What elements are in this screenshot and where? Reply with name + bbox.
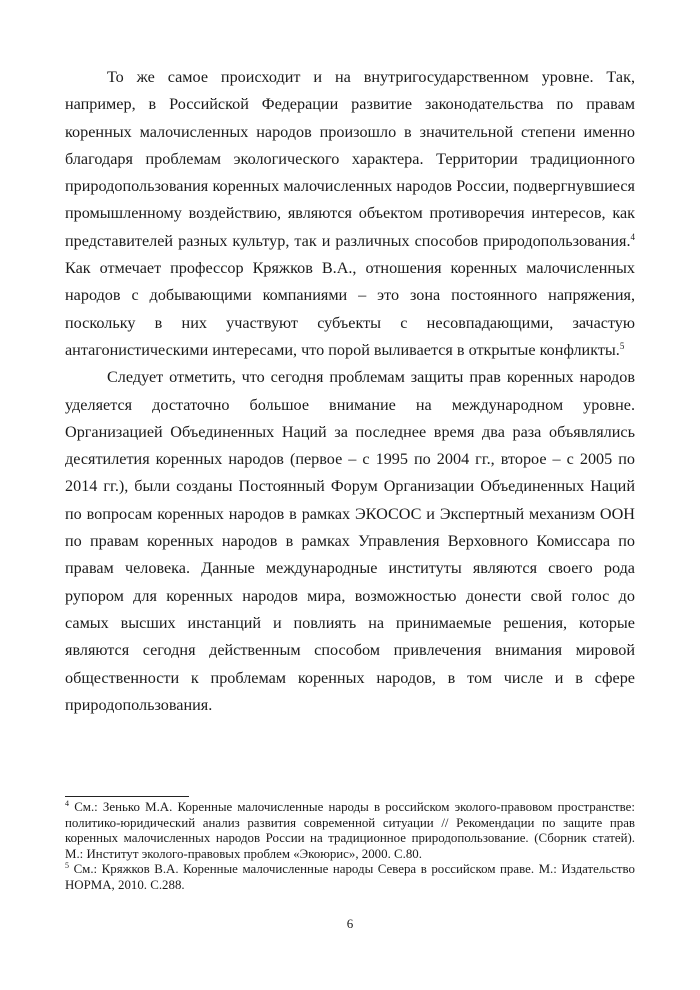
footnote-separator: [65, 796, 189, 797]
paragraph-1: [65, 64, 635, 364]
footnote-4: [65, 800, 635, 862]
footnote-4-text: См.: Зенько М.А. Коренные малочисленные народы в российском эколого-правовом пространстве: политико-юридический анализ развития современной ситуации // Рекомендации по защите прав коренных малочисленных народов России на традиционное природопользование. (Сборник статей). М.: Институт эколого-правовых проблем «Экоюрис», 2000. С.80.: [65, 800, 635, 861]
footnote-ref-4[interactable]: 4: [630, 231, 635, 242]
footnote-5: [65, 862, 635, 893]
footnote-mark-5: 5: [65, 861, 69, 871]
paragraph-1-part-2: Как отмечает профессор Кряжков В.А., отношения коренных малочисленных народов с добывающими компаниями – это зона постоянного напряжения, поскольку в них участвуют субъекты с несовпадающими, зачастую антагонистическими интересами, что порой выливается в открытые конфликты.: [65, 259, 635, 359]
paragraph-2: Следует отметить, что сегодня проблемам защиты прав коренных народов уделяется достаточно большое внимание на международном уровне. Организацией Объединенных Наций за последнее время два раза объявлялись десятилетия коренных народов (первое – с 1995 по 2004 гг., второе – с 2005 по 2014 гг.), были созданы Постоянный Форум Организации Объединенных Наций по вопросам коренных народов в рамках ЭКОСОС и Экспертный механизм ООН по правам коренных народов в рамках Управления Верховного Комиссара по правам человека. Данные международные институты являются своего рода рупором для коренных народов мира, возможностью донести свой голос до самых высших инстанций и повлиять на принимаемые решения, которые являются сегодня действенным способом привлечения внимания мировой общественности к проблемам коренных народов, в том числе и в сфере природопользования.: [65, 368, 635, 714]
body-text: [65, 64, 635, 719]
paragraph-1-part-1: То же самое происходит и на внутригосударственном уровне. Так, например, в Российской Федерации развитие законодательства по правам коренных малочисленных народов произошло в значительной степени именно благодаря проблемам экологического характера. Территории традиционного природопользования коренных малочисленных народов России, подвергнувшиеся промышленному воздействию, являются объектом противоречия интересов, как представителей разных культур, так и различных способов природопользования.: [65, 68, 635, 250]
footnotes: [65, 800, 635, 894]
footnote-mark-4: 4: [65, 799, 69, 808]
footnote-ref-5[interactable]: 5: [619, 340, 625, 351]
footnote-5-text: См.: Кряжков В.А. Коренные малочисленные народы Севера в российском праве. М.: Издательство НОРМА, 2010. С.288.: [65, 862, 635, 892]
page-number: 6: [346, 916, 354, 931]
